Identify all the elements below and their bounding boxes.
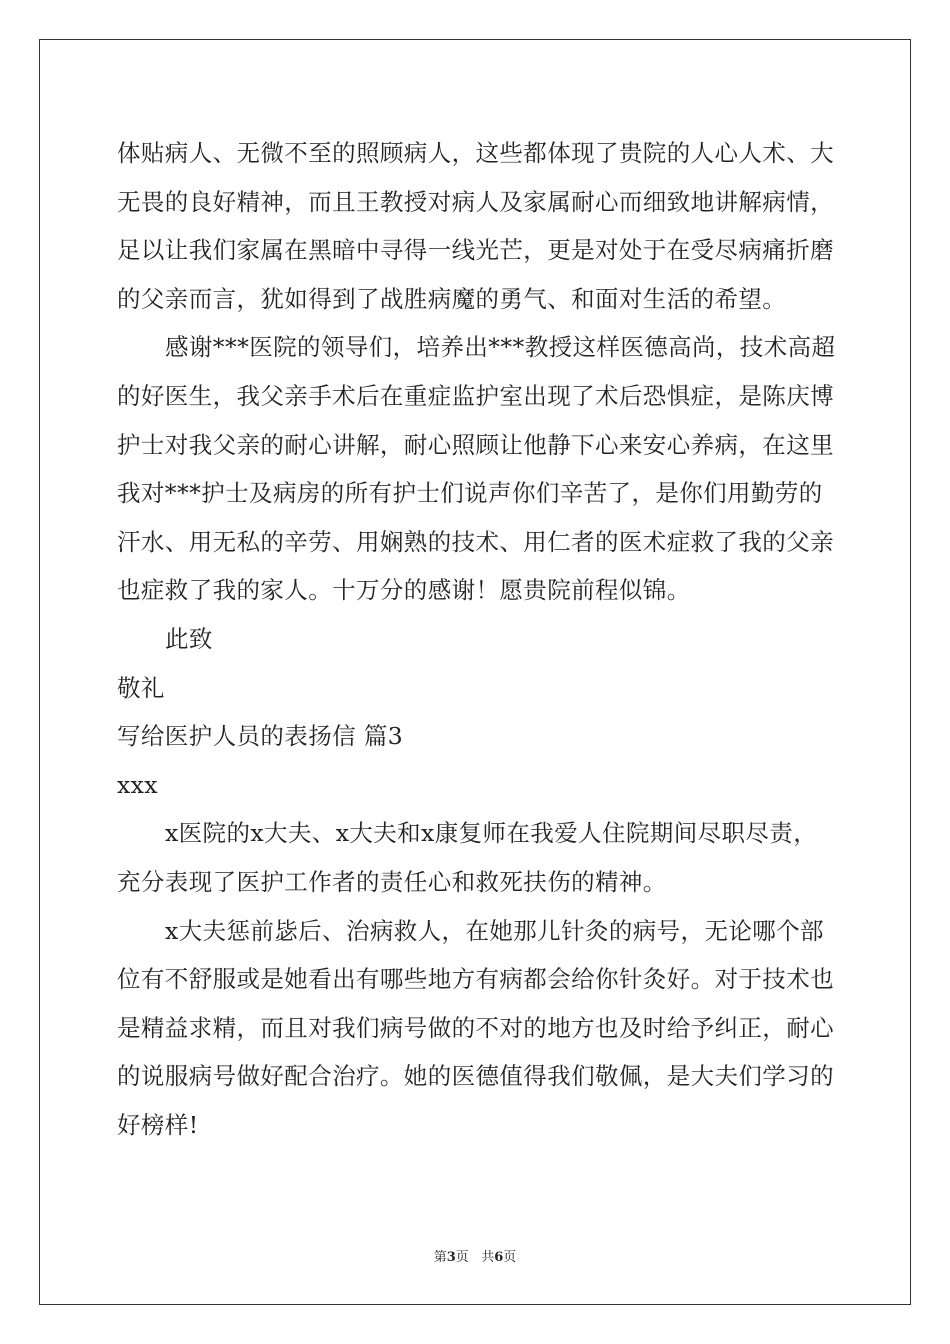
text-line: 位有不舒服或是她看出有哪些地方有病都会给你针灸好。对于技术也 — [117, 965, 834, 994]
text-line: 体贴病人、无微不至的照顾病人，这些都体现了贵院的人心人术、大 — [117, 139, 834, 167]
text-line: 是精益求精，而且对我们病号做的不对的地方也及时给予纠正，耐心 — [117, 1013, 834, 1042]
text-line: 的说服病号做好配合治疗。她的医德值得我们敬佩，是大夫们学习的 — [117, 1062, 834, 1091]
document-body — [117, 129, 835, 1149]
text-line: 无畏的良好精神，而且王教授对病人及家属耐心而细致地讲解病情， — [117, 187, 834, 216]
text-line: 感谢***医院的领导们，培养出***教授这样医德高尚，技术高超 — [165, 333, 836, 362]
text-line: 好榜样! — [117, 1110, 199, 1139]
text-line: 的好医生，我父亲手术后在重症监护室出现了术后恐惧症，是陈庆博 — [117, 381, 834, 410]
page-prefix: 第 — [433, 1250, 447, 1265]
text-line: 汗水、用无私的辛劳、用娴熟的技术、用仁者的医术症救了我的父亲 — [117, 527, 834, 556]
text-line: 充分表现了医护工作者的责任心和救死扶伤的精神。 — [117, 867, 667, 896]
total-suffix: 页 — [503, 1250, 517, 1265]
text-line: 护士对我父亲的耐心讲解，耐心照顾让他静下心来安心养病，在这里 — [117, 430, 834, 459]
text-line: 我对***护士及病房的所有护士们说声你们辛苦了，是你们用勤劳的 — [117, 479, 823, 508]
text-line: 此致 — [165, 624, 213, 653]
text-line: xxx — [117, 770, 158, 799]
text-line: 写给医护人员的表扬信 篇3 — [117, 722, 404, 751]
text-line: x医院的x大夫、x大夫和x康复师在我爱人住院期间尽职尽责， — [165, 819, 818, 848]
page-current: 3 — [446, 1250, 456, 1265]
text-line: 敬礼 — [117, 673, 165, 702]
total-prefix: 共 — [481, 1250, 495, 1265]
page-total: 6 — [494, 1250, 504, 1265]
text-line: x大夫惩前毖后、治病救人，在她那儿针灸的病号，无论哪个部 — [165, 916, 824, 945]
text-line: 的父亲而言，犹如得到了战胜病魔的勇气、和面对生活的希望。 — [117, 284, 787, 313]
page-suffix: 页 — [455, 1250, 469, 1265]
text-line: 也症救了我的家人。十万分的感谢！愿贵院前程似锦。 — [117, 576, 691, 605]
text-line: 足以让我们家属在黑暗中寻得一线光芒，更是对处于在受尽病痛折磨 — [117, 236, 834, 265]
page-footer — [0, 1246, 950, 1265]
